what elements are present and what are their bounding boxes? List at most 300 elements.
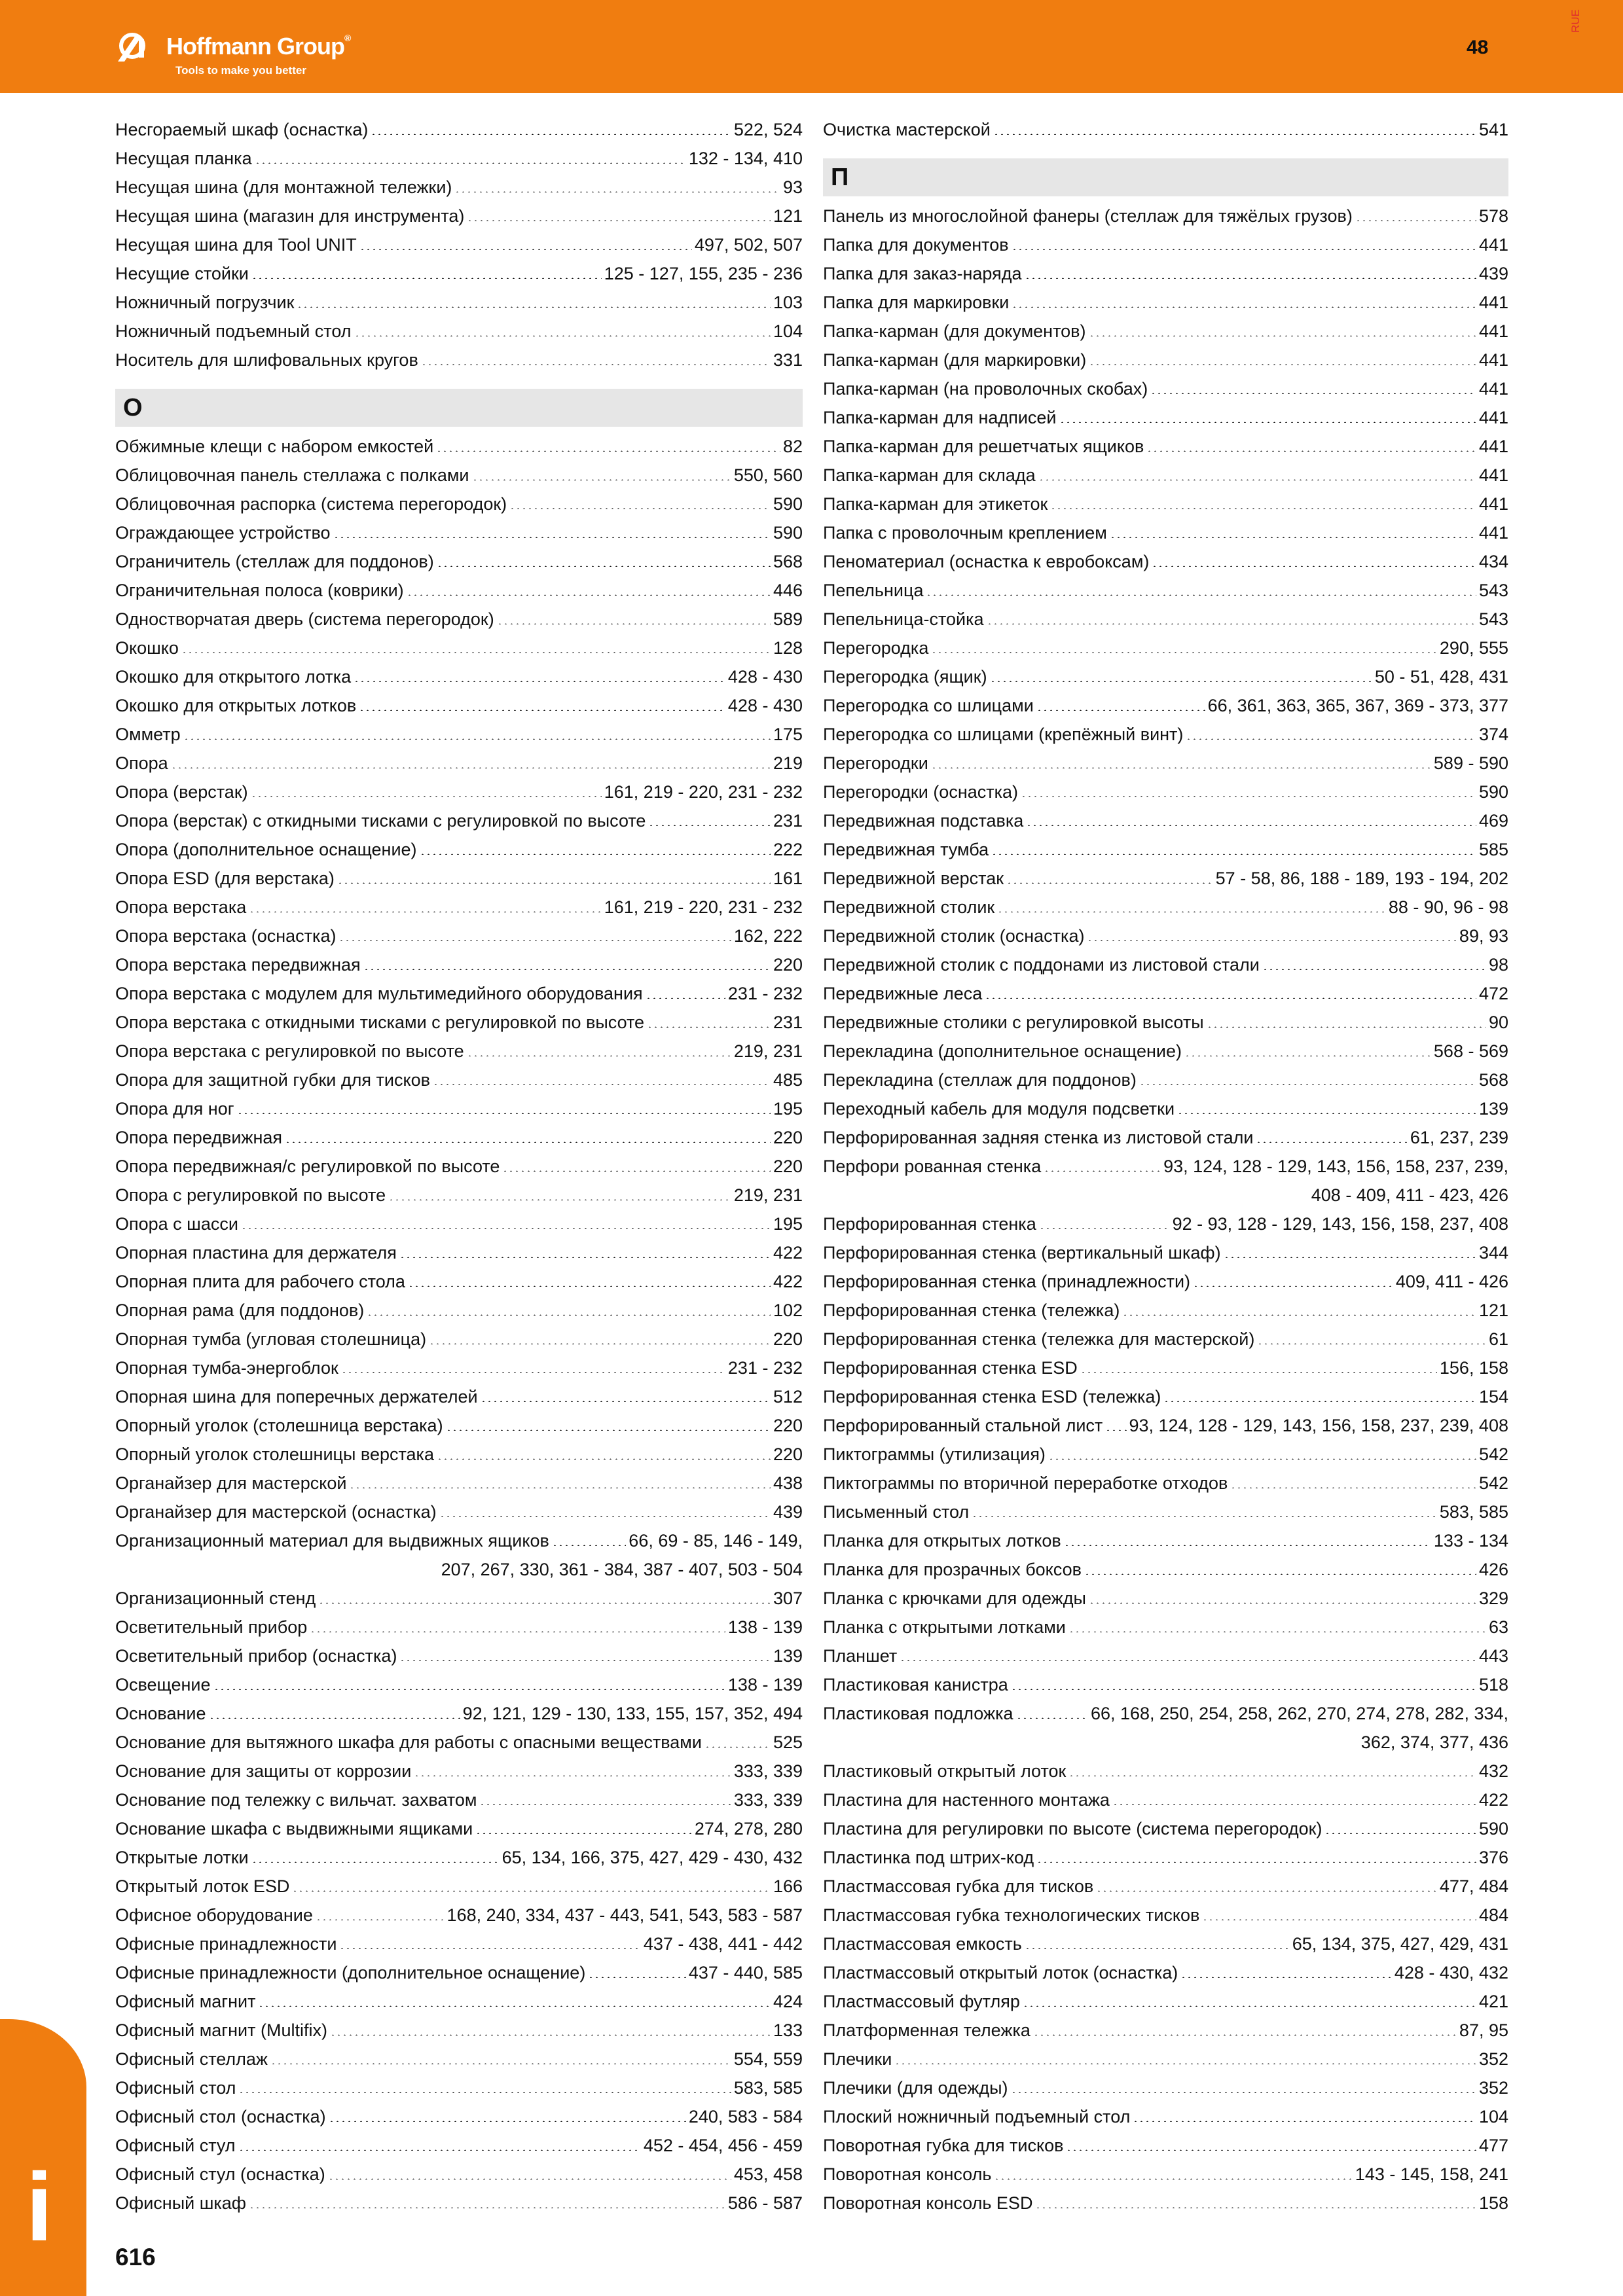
dot-leader [337, 882, 771, 884]
dot-leader [481, 1401, 771, 1402]
dot-leader [333, 537, 771, 538]
entry-term: Ножничный погрузчик [115, 292, 295, 312]
entry-pages: 219, 231 [733, 1041, 803, 1061]
index-entry [823, 979, 1508, 1008]
entry-term: Папка с проволочным креплением [823, 522, 1107, 543]
index-entry [115, 1901, 803, 1929]
index-entry [115, 662, 803, 691]
dot-leader [354, 681, 725, 682]
entry-pages: 66, 69 - 85, 146 - 149, [629, 1530, 803, 1551]
dot-leader [1139, 1084, 1476, 1085]
dot-leader [1011, 1689, 1476, 1690]
entry-term: Планка с крючками для одежды [823, 1588, 1086, 1608]
dot-leader [241, 1228, 771, 1229]
entry-term: Организационный материал для выдвижных ящиков [115, 1530, 549, 1551]
dot-leader [1080, 1372, 1437, 1373]
index-entry [115, 259, 803, 288]
entry-pages-continued: 408 - 409, 411 - 423, 426 [1311, 1185, 1508, 1205]
dot-leader [475, 1833, 692, 1834]
entry-term: Перфорированный стальной лист [823, 1415, 1103, 1435]
index-entry [823, 1094, 1508, 1123]
index-entry [823, 864, 1508, 893]
entry-term: Пиктограммы по вторичной переработке отходов [823, 1473, 1228, 1493]
dot-leader [1033, 2034, 1457, 2036]
dot-leader [994, 2178, 1352, 2179]
entry-term: Папка для заказ-наряда [823, 263, 1022, 283]
entry-term: Пеноматериал (оснастка к евробоксам) [823, 551, 1150, 571]
entry-term: Несущая шина для Tool UNIT [115, 234, 357, 255]
entry-pages: 158 [1478, 2193, 1508, 2213]
dot-leader [1012, 249, 1476, 250]
index-entry [115, 1469, 803, 1498]
index-entry [823, 922, 1508, 950]
entry-pages: 290, 555 [1439, 637, 1508, 658]
entry-pages: 166 [773, 1876, 803, 1896]
index-entry [115, 2160, 803, 2189]
entry-pages: 550, 560 [733, 465, 803, 485]
index-entry [115, 202, 803, 230]
entry-term: Папка для документов [823, 234, 1009, 255]
dot-leader [249, 911, 602, 912]
index-entry [115, 230, 803, 259]
entry-term: Передвижная подставка [823, 810, 1024, 831]
entry-term: Офисный стул [115, 2135, 236, 2155]
dot-leader [1016, 1717, 1088, 1719]
entry-term: Опора для защитной губки для тисков [115, 1069, 430, 1090]
entry-term: Перегородка (ящик) [823, 666, 987, 687]
dot-leader [1355, 220, 1476, 221]
dot-leader [429, 1343, 771, 1344]
index-entry [115, 1066, 803, 1094]
index-entry [823, 1325, 1508, 1354]
entry-term: Опора верстака с регулировкой по высоте [115, 1041, 464, 1061]
index-entry [823, 576, 1508, 605]
entry-term: Передвижной столик с поддонами из листовой стали [823, 954, 1260, 975]
entry-pages: 138 - 139 [727, 1617, 803, 1637]
dot-leader [467, 220, 771, 221]
entry-pages: 161, 219 - 220, 231 - 232 [604, 781, 803, 802]
index-entry [115, 778, 803, 806]
entry-term: Несгораемый шкаф (оснастка) [115, 119, 369, 139]
brand-tagline: Tools to make you better [175, 64, 306, 77]
index-entry [823, 2102, 1508, 2131]
entry-term: Облицовочная панель стеллажа с полками [115, 465, 469, 485]
entry-pages: 589 [773, 609, 803, 629]
entry-pages: 477, 484 [1439, 1876, 1508, 1896]
entry-pages: 138 - 139 [727, 1674, 803, 1695]
index-entry [115, 547, 803, 576]
index-entry [823, 2160, 1508, 2189]
dot-leader [987, 623, 1476, 624]
entry-term: Перегородки [823, 753, 928, 773]
entry-term: Передвижной верстак [823, 868, 1004, 888]
index-entry [823, 720, 1508, 749]
dot-leader [1025, 1948, 1290, 1949]
index-entry [823, 1123, 1508, 1152]
section-header [823, 144, 1508, 202]
entry-pages: 195 [773, 1098, 803, 1119]
dot-leader [354, 335, 771, 336]
index-entry [823, 1757, 1508, 1785]
dot-leader [931, 652, 1437, 653]
dot-leader [255, 162, 686, 164]
index-entry [115, 1382, 803, 1411]
entry-pages: 525 [773, 1732, 803, 1752]
entry-pages: 590 [1478, 781, 1508, 802]
entry-pages: 586 - 587 [727, 2193, 803, 2213]
index-entry [115, 1872, 803, 1901]
entry-pages: 121 [773, 206, 803, 226]
dot-leader [251, 1861, 500, 1863]
dot-leader [341, 1372, 725, 1373]
entry-pages: 568 [773, 551, 803, 571]
index-entry [115, 2016, 803, 2045]
entry-pages: 441 [1478, 522, 1508, 543]
entry-term: Поворотная консоль ESD [823, 2193, 1033, 2213]
index-entry [115, 1958, 803, 1987]
entry-term: Передвижной столик [823, 897, 995, 917]
index-entry [115, 864, 803, 893]
dot-leader [1324, 1833, 1476, 1834]
entry-pages: 522, 524 [733, 119, 803, 139]
entry-pages: 453, 458 [733, 2164, 803, 2184]
index-entry [823, 2073, 1508, 2102]
dot-leader [339, 1948, 640, 1949]
dot-leader [985, 997, 1476, 999]
dot-leader [1036, 1861, 1476, 1863]
entry-pages: 589 - 590 [1433, 753, 1508, 773]
dot-leader [1089, 335, 1476, 336]
index-entry [115, 605, 803, 634]
entry-pages: 195 [773, 1213, 803, 1234]
entry-pages: 590 [773, 493, 803, 514]
dot-leader [1023, 2005, 1476, 2007]
entry-term: Опора (дополнительное оснащение) [115, 839, 417, 859]
entry-term: Перфорированная стенка (тележка) [823, 1300, 1120, 1320]
dot-leader [318, 1602, 771, 1604]
entry-pages: 590 [773, 522, 803, 543]
entry-term: Переходный кабель для модуля подсветки [823, 1098, 1175, 1119]
index-entry [115, 1814, 803, 1843]
dot-leader [1193, 1285, 1393, 1287]
entry-term: Облицовочная распорка (система перегородок) [115, 493, 507, 514]
index-entry [823, 1238, 1508, 1267]
dot-leader [552, 1545, 626, 1546]
dot-leader [316, 1919, 445, 1920]
dot-leader [1059, 422, 1476, 423]
entry-pages: 88 - 90, 96 - 98 [1388, 897, 1508, 917]
dot-leader [1256, 1141, 1407, 1143]
entry-pages: 441 [1478, 378, 1508, 399]
index-entry [115, 1008, 803, 1037]
index-entry [823, 432, 1508, 461]
entry-pages: 441 [1478, 350, 1508, 370]
entry-pages: 133 [773, 2020, 803, 2040]
entry-term: Перфорированная стенка ESD (тележка) [823, 1386, 1161, 1407]
index-entry [115, 1641, 803, 1670]
entry-pages: 103 [773, 292, 803, 312]
index-entry [115, 1152, 803, 1181]
entry-pages: 154 [1478, 1386, 1508, 1407]
index-entry [115, 1843, 803, 1872]
entry-pages: 542 [1478, 1444, 1508, 1464]
dot-leader [704, 1746, 771, 1748]
entry-term: Планшет [823, 1645, 898, 1666]
entry-term: Папка-карман для решетчатых ящиков [823, 436, 1144, 456]
dot-leader [1163, 1401, 1476, 1402]
entry-pages: 472 [1478, 983, 1508, 1003]
entry-pages: 125 - 127, 155, 235 - 236 [604, 263, 803, 283]
entry-term: Пепельница [823, 580, 924, 600]
entry-pages: 93, 124, 128 - 129, 143, 156, 158, 237, 239, [1163, 1156, 1508, 1176]
dot-leader [1064, 1545, 1431, 1546]
entry-pages: 568 [1478, 1069, 1508, 1090]
section-header-bar [823, 158, 1508, 196]
entry-pages: 66, 168, 250, 254, 258, 262, 270, 274, 278, 282, 334, [1090, 1703, 1508, 1723]
dot-leader [1224, 1257, 1476, 1258]
index-entry [115, 1929, 803, 1958]
entry-term: Пластинка под штрих-код [823, 1847, 1034, 1867]
dot-leader [454, 191, 780, 192]
dot-leader [1066, 2149, 1476, 2151]
entry-term: Офисный стол [115, 2077, 236, 2098]
dot-leader [991, 853, 1476, 855]
index-entry [115, 1987, 803, 2016]
entry-term: Опора верстака [115, 897, 247, 917]
index-entry [823, 2131, 1508, 2160]
index-entry [115, 1728, 803, 1757]
entry-term: Передвижные столики с регулировкой высоты [823, 1012, 1204, 1032]
index-entry [115, 2131, 803, 2160]
index-entry [823, 778, 1508, 806]
index-entry [115, 835, 803, 864]
entry-pages: 231 - 232 [727, 1357, 803, 1378]
entry-pages: 376 [1478, 1847, 1508, 1867]
index-entry [115, 1613, 803, 1641]
index-entry [115, 806, 803, 835]
entry-pages: 93, 124, 128 - 129, 143, 156, 158, 237, 239, 408 [1129, 1415, 1508, 1435]
dot-leader [1184, 1055, 1431, 1056]
index-entry [823, 1670, 1508, 1699]
entry-term: Опора ESD (для верстака) [115, 868, 335, 888]
dot-leader [433, 1084, 771, 1085]
entry-pages: 497, 502, 507 [694, 234, 803, 255]
dot-leader [371, 134, 731, 135]
entry-term: Офисный стол (оснастка) [115, 2106, 326, 2126]
dot-leader [993, 134, 1476, 135]
entry-term: Осветительный прибор (оснастка) [115, 1645, 397, 1666]
entry-pages: 220 [773, 1127, 803, 1147]
entry-pages: 222 [773, 839, 803, 859]
entry-term: Пластиковый открытый лоток [823, 1761, 1067, 1781]
entry-term: Пластина для настенного монтажа [823, 1789, 1110, 1810]
entry-pages: 65, 134, 166, 375, 427, 429 - 430, 432 [501, 1847, 803, 1867]
dot-leader [310, 1631, 725, 1632]
dot-leader [238, 2092, 731, 2093]
dot-leader [437, 565, 771, 567]
entry-pages: 161, 219 - 220, 231 - 232 [604, 897, 803, 917]
entry-pages: 568 - 569 [1433, 1041, 1508, 1061]
dot-leader [421, 364, 771, 365]
section-header-bar [115, 389, 803, 427]
dot-leader [479, 1804, 731, 1805]
entry-pages: 333, 339 [733, 1761, 803, 1781]
entry-term: Открытый лоток ESD [115, 1876, 290, 1896]
entry-pages: 585 [1478, 839, 1508, 859]
dot-leader [292, 1890, 771, 1892]
entry-pages: 428 - 430 [727, 695, 803, 715]
entry-term: Основание шкафа с выдвижными ящиками [115, 1818, 473, 1839]
entry-term: Перфорированная стенка (тележка для мастерской) [823, 1329, 1255, 1349]
dot-leader [359, 249, 692, 250]
dot-leader [1122, 1314, 1476, 1316]
dot-leader [1110, 537, 1476, 538]
entry-term: Основание для вытяжного шкафа для работы с опасными веществами [115, 1732, 702, 1752]
index-entry [115, 950, 803, 979]
dot-leader [931, 767, 1431, 768]
entry-pages: 156, 158 [1439, 1357, 1508, 1378]
entry-term: Перекладина (дополнительное оснащение) [823, 1041, 1182, 1061]
entry-pages: 231 [773, 1012, 803, 1032]
dot-leader [330, 2034, 771, 2036]
index-entry [115, 691, 803, 720]
dot-leader [249, 2207, 725, 2208]
entry-pages: 421 [1478, 1991, 1508, 2011]
index-entry [115, 1354, 803, 1382]
dot-leader [1021, 796, 1476, 797]
index-entry [823, 1613, 1508, 1641]
dot-leader [1089, 364, 1476, 365]
dot-leader [1177, 1113, 1476, 1114]
entry-term: Пластина для регулировки по высоте (система перегородок) [823, 1818, 1322, 1839]
index-entry [115, 893, 803, 922]
index-entry [115, 1267, 803, 1296]
entry-pages: 590 [1478, 1818, 1508, 1839]
dot-leader [436, 450, 780, 452]
index-entry [823, 1929, 1508, 1958]
entry-pages: 63 [1488, 1617, 1508, 1637]
entry-pages: 477 [1478, 2135, 1508, 2155]
dot-leader [1068, 1775, 1476, 1776]
index-entry [115, 576, 803, 605]
entry-term: Опора верстака передвижная [115, 954, 361, 975]
dot-leader [388, 1199, 731, 1200]
entry-term: Ножничный подъемный стол [115, 321, 352, 341]
entry-pages: 543 [1478, 580, 1508, 600]
index-entry [823, 1987, 1508, 2016]
index-entry [823, 518, 1508, 547]
index-entry [823, 634, 1508, 662]
entry-pages: 50 - 51, 428, 431 [1374, 666, 1508, 687]
dot-leader [258, 2005, 770, 2007]
entry-term: Папка-карман для надписей [823, 407, 1057, 427]
entry-pages: 231 - 232 [727, 983, 803, 1003]
entry-term: Опора верстака с откидными тисками с регулировкой по высоте [115, 1012, 645, 1032]
index-entry [823, 2189, 1508, 2217]
index-entry [115, 1210, 803, 1238]
dot-leader [367, 1314, 771, 1316]
dot-leader [1150, 393, 1476, 394]
dot-leader [1035, 2207, 1476, 2208]
info-letter-icon: i [26, 2153, 53, 2261]
index-entry [115, 1123, 803, 1152]
entry-term: Опора с шасси [115, 1213, 238, 1234]
entry-pages: 484 [1478, 1905, 1508, 1925]
entry-pages: 441 [1478, 436, 1508, 456]
entry-pages: 441 [1478, 493, 1508, 514]
entry-term: Несущие стойки [115, 263, 249, 283]
index-entry [115, 1094, 803, 1123]
entry-pages: 409, 411 - 426 [1395, 1271, 1508, 1291]
entry-term: Плечики (для одежды) [823, 2077, 1008, 2098]
entry-term: Папка-карман для склада [823, 465, 1036, 485]
entry-term: Платформенная тележка [823, 2020, 1030, 2040]
entry-term: Поворотная консоль [823, 2164, 992, 2184]
dot-leader [209, 1717, 460, 1719]
entry-term: Перфорированная стенка (принадлежности) [823, 1271, 1191, 1291]
entry-pages: 61 [1488, 1329, 1508, 1349]
entry-term: Несущая шина (магазин для инструмента) [115, 206, 465, 226]
entry-pages-continued: 207, 267, 330, 361 - 384, 387 - 407, 503 - 504 [441, 1560, 803, 1579]
index-entry [823, 1958, 1508, 1987]
index-entry [823, 1066, 1508, 1094]
index-entry [115, 1526, 803, 1584]
entry-term: Опорная тумба (угловая столешница) [115, 1329, 427, 1349]
dot-leader [1105, 1429, 1126, 1431]
index-entry [115, 1584, 803, 1613]
entry-term: Перекладина (стеллаж для поддонов) [823, 1069, 1137, 1090]
entry-pages: 428 - 430, 432 [1394, 1962, 1508, 1982]
dot-leader [1186, 738, 1476, 740]
index-entry [115, 317, 803, 346]
index-entry [823, 1872, 1508, 1901]
entry-term: Обжимные клещи с набором емкостей [115, 436, 434, 456]
entry-pages: 554, 559 [733, 2049, 803, 2069]
dot-leader [407, 594, 771, 596]
entry-pages: 437 - 438, 441 - 442 [643, 1933, 803, 1954]
entry-term: Основание для защиты от коррозии [115, 1761, 412, 1781]
entry-pages: 139 [773, 1645, 803, 1666]
entry-pages: 344 [1478, 1242, 1508, 1263]
entry-term: Пластмассовая губка технологических тисков [823, 1905, 1200, 1925]
dot-leader [338, 940, 731, 941]
entry-pages: 446 [773, 580, 803, 600]
dot-leader [1039, 1228, 1170, 1229]
index-entry [823, 2045, 1508, 2073]
index-entry [823, 1296, 1508, 1325]
entry-term: Органайзер для мастерской (оснастка) [115, 1501, 437, 1522]
entry-pages: 66, 361, 363, 365, 367, 369 - 373, 377 [1207, 695, 1508, 715]
dot-leader [467, 1055, 731, 1056]
entry-pages: 441 [1478, 407, 1508, 427]
index-entry [823, 1354, 1508, 1382]
entry-term: Передвижной столик (оснастка) [823, 925, 1085, 946]
dot-leader [502, 1170, 770, 1172]
entry-pages-continued: 362, 374, 377, 436 [1360, 1732, 1508, 1752]
footer-page-number: 616 [115, 2244, 156, 2270]
entry-term: Ограждающее устройство [115, 522, 331, 543]
index-entry [823, 490, 1508, 518]
entry-pages: 518 [1478, 1674, 1508, 1695]
entry-term: Офисный стул (оснастка) [115, 2164, 325, 2184]
entry-term: Передвижные леса [823, 983, 983, 1003]
index-entry [823, 1382, 1508, 1411]
entry-pages: 161 [773, 868, 803, 888]
entry-pages: 441 [1478, 321, 1508, 341]
dot-leader [270, 2063, 731, 2064]
brand-name: Hoffmann Group® [166, 33, 351, 60]
entry-term: Поворотная губка для тисков [823, 2135, 1064, 2155]
